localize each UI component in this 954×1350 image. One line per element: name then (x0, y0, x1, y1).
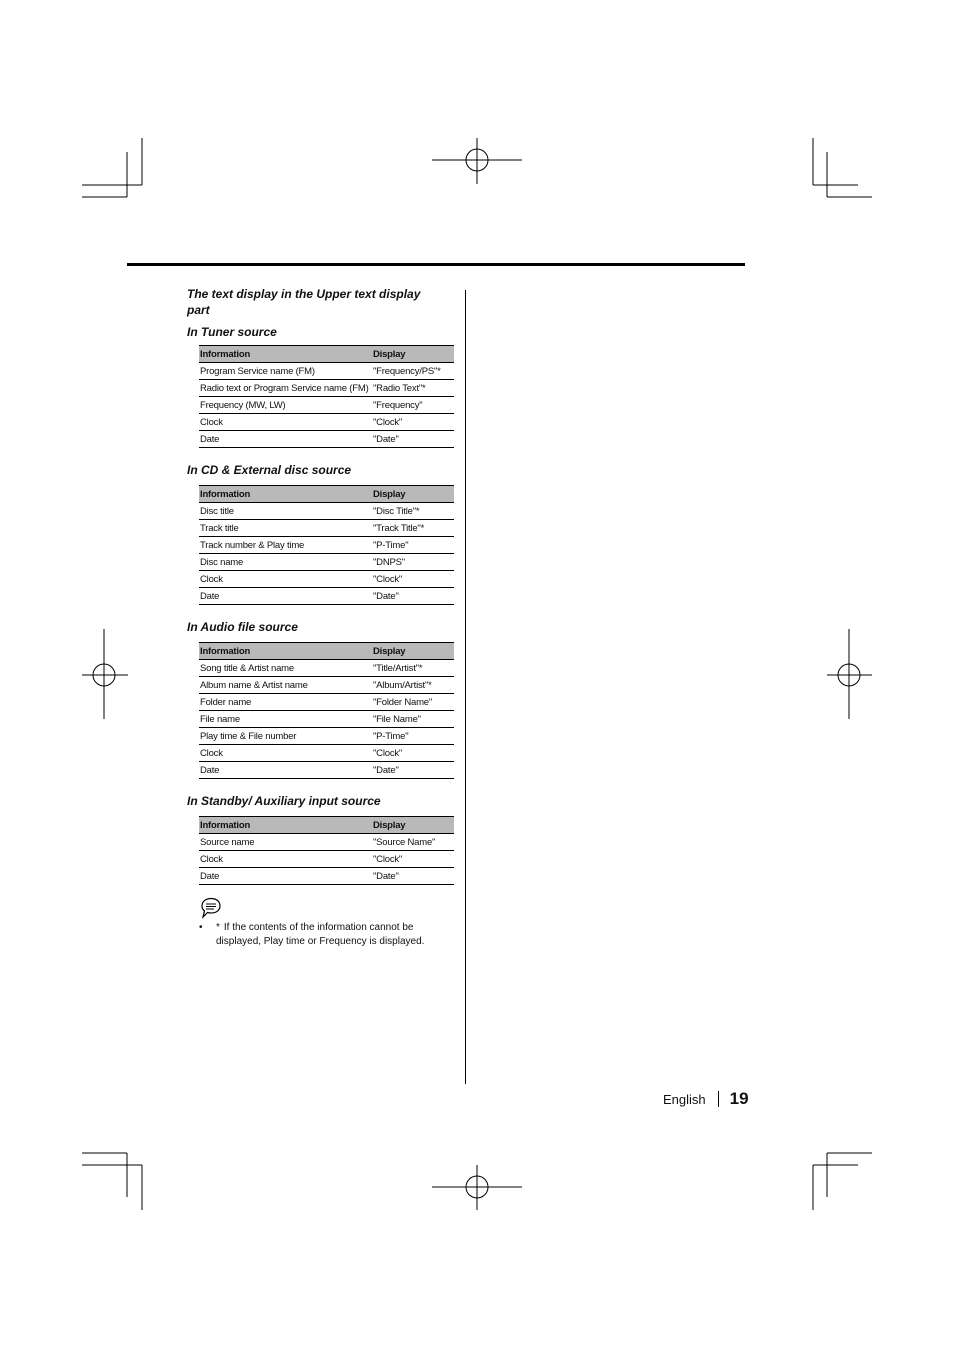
column-header-information: Information (199, 643, 372, 660)
table-row (199, 851, 454, 868)
table-row (199, 363, 454, 380)
display-cell: "Clock" (372, 571, 454, 588)
table-standby-aux (199, 816, 454, 885)
display-cell: "DNPS" (372, 554, 454, 571)
info-cell: Source name (199, 834, 372, 851)
info-cell: Folder name (199, 694, 372, 711)
info-cell: Disc name (199, 554, 372, 571)
table-row (199, 745, 454, 762)
table-header-row (199, 643, 454, 660)
display-cell: "Disc Title"* (372, 503, 454, 520)
column-header-display: Display (372, 346, 454, 363)
table-row (199, 414, 454, 431)
display-cell: "File Name" (372, 711, 454, 728)
page-heading: The text display in the Upper text display part (187, 287, 421, 317)
table-row (199, 397, 454, 414)
info-cell: File name (199, 711, 372, 728)
info-cell: Clock (199, 414, 372, 431)
display-cell: "Album/Artist"* (372, 677, 454, 694)
table-header-row (199, 817, 454, 834)
display-cell: "P-Time" (372, 537, 454, 554)
display-cell: "Source Name" (372, 834, 454, 851)
info-cell: Track number & Play time (199, 537, 372, 554)
display-cell: "Radio Text"* (372, 380, 454, 397)
info-cell: Clock (199, 745, 372, 762)
table-row (199, 711, 454, 728)
column-divider (465, 290, 466, 1084)
display-cell: "Date" (372, 868, 454, 885)
header-rule (127, 263, 745, 266)
info-cell: Play time & File number (199, 728, 372, 745)
section-title-audio-file: In Audio file source (187, 620, 298, 634)
table-row (199, 380, 454, 397)
display-cell: "Frequency" (372, 397, 454, 414)
info-cell: Disc title (199, 503, 372, 520)
info-cell: Clock (199, 851, 372, 868)
info-cell: Radio text or Program Service name (FM) (199, 380, 372, 397)
table-row (199, 694, 454, 711)
column-header-information: Information (199, 486, 372, 503)
info-cell: Date (199, 868, 372, 885)
section-title-cd: In CD & External disc source (187, 463, 352, 477)
column-header-display: Display (372, 643, 454, 660)
column-header-information: Information (199, 817, 372, 834)
info-cell: Track title (199, 520, 372, 537)
display-cell: "Date" (372, 431, 454, 448)
display-cell: "Title/Artist"* (372, 660, 454, 677)
table-header-row (199, 346, 454, 363)
info-cell: Clock (199, 571, 372, 588)
table-row (199, 503, 454, 520)
info-cell: Program Service name (FM) (199, 363, 372, 380)
display-cell: "Clock" (372, 851, 454, 868)
table-row (199, 571, 454, 588)
table-row (199, 728, 454, 745)
display-cell: "Track Title"* (372, 520, 454, 537)
column-header-display: Display (372, 817, 454, 834)
table-row (199, 588, 454, 605)
page-footer (663, 1087, 749, 1111)
info-cell: Album name & Artist name (199, 677, 372, 694)
note-asterisk: * (216, 922, 220, 933)
table-row (199, 677, 454, 694)
table-tuner (199, 345, 454, 448)
note-body: If the contents of the information cannot be displayed, Play time or Frequency is displayed. (216, 922, 425, 947)
display-cell: "Frequency/PS"* (372, 363, 454, 380)
footer-separator (718, 1091, 719, 1107)
display-cell: "Clock" (372, 414, 454, 431)
table-row (199, 554, 454, 571)
display-cell: "Date" (372, 762, 454, 779)
info-cell: Date (199, 588, 372, 605)
page-number: 19 (729, 1089, 749, 1108)
left-column (187, 286, 454, 949)
table-row (199, 660, 454, 677)
info-cell: Date (199, 762, 372, 779)
note-speech-bubble-icon (199, 897, 223, 919)
column-header-information: Information (199, 346, 372, 363)
note-text (199, 921, 446, 949)
note-bullet: • (199, 922, 203, 933)
table-row (199, 834, 454, 851)
table-row (199, 762, 454, 779)
display-cell: "Clock" (372, 745, 454, 762)
display-cell: "P-Time" (372, 728, 454, 745)
section-title-tuner: In Tuner source (187, 325, 277, 339)
table-row (199, 520, 454, 537)
info-cell: Date (199, 431, 372, 448)
info-cell: Song title & Artist name (199, 660, 372, 677)
display-cell: "Folder Name" (372, 694, 454, 711)
table-row (199, 537, 454, 554)
table-cd (199, 485, 454, 605)
table-row (199, 868, 454, 885)
footer-language: English (663, 1091, 706, 1107)
section-title-standby-aux: In Standby/ Auxiliary input source (187, 794, 381, 808)
display-cell: "Date" (372, 588, 454, 605)
column-header-display: Display (372, 486, 454, 503)
table-header-row (199, 486, 454, 503)
table-audio-file (199, 642, 454, 779)
info-cell: Frequency (MW, LW) (199, 397, 372, 414)
table-row (199, 431, 454, 448)
